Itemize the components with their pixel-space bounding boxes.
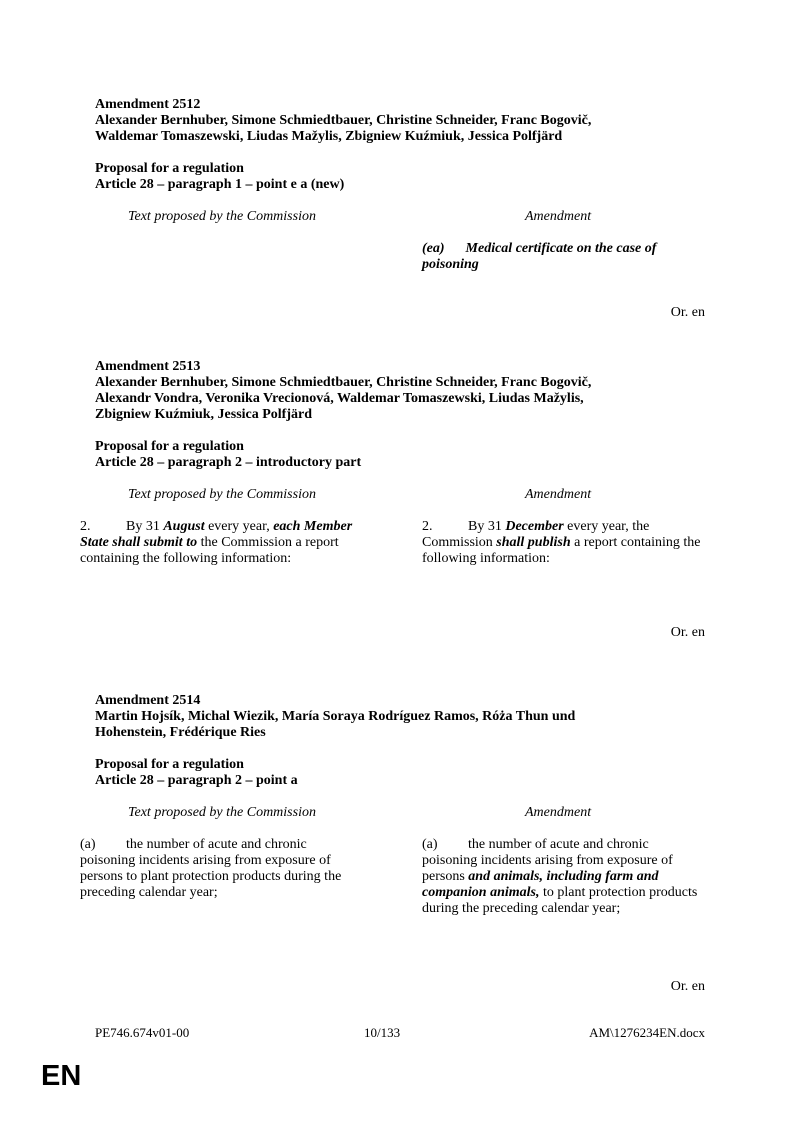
amendment-header [95, 359, 710, 423]
commission-text-heading: Text proposed by the Commission [128, 805, 316, 820]
text-run: the number of acute and chronic poisoning incidents arising from exposure of persons to plant protection products during the preceding calendar year; [80, 837, 342, 900]
amendment-2513 [80, 359, 710, 640]
article-reference: Article 28 – paragraph 2 – point a [95, 773, 298, 788]
amendment-2514 [80, 693, 710, 994]
amendment-text-heading: Amendment [525, 805, 592, 820]
amendment-authors: Alexander Bernhuber, Simone Schmiedtbauer, Christine Schneider, Franc Bogovič, [95, 113, 592, 128]
changed-text: shall publish [496, 535, 571, 550]
column-headings [95, 805, 710, 821]
commission-text [80, 837, 360, 901]
proposal-reference [95, 439, 710, 471]
amendment-authors: Alexander Bernhuber, Simone Schmiedtbauer, Christine Schneider, Franc Bogovič, [95, 375, 592, 390]
comparison-columns [95, 241, 710, 289]
amendment-number: Amendment 2514 [95, 693, 201, 708]
comparison-columns [80, 837, 710, 949]
text-run: the number of acute and chronic poisoning incidents arising from exposure of persons [422, 837, 673, 884]
original-language: Or. en [670, 625, 705, 640]
paragraph-number: (a) [80, 837, 96, 852]
proposal-reference [95, 757, 710, 789]
document-reference: PE746.674v01-00 [95, 1025, 190, 1040]
page-footer [95, 1025, 705, 1041]
amendment-authors: Martin Hojsík, Michal Wiezik, María Soraya Rodríguez Ramos, Róża Thun und [95, 709, 576, 724]
commission-text-heading: Text proposed by the Commission [128, 209, 316, 224]
amendment-authors: Waldemar Tomaszewski, Liudas Mažylis, Zbigniew Kuźmiuk, Jessica Polfjärd [95, 129, 563, 144]
text-run: By 31 [468, 519, 506, 534]
commission-text-heading: Text proposed by the Commission [128, 487, 316, 502]
proposal-reference [95, 161, 710, 193]
column-headings [95, 487, 710, 503]
amendment-header [95, 97, 710, 145]
comparison-columns [80, 519, 710, 583]
amendment-text [422, 837, 707, 917]
column-headings [95, 209, 710, 225]
paragraph-number: 2. [80, 519, 91, 534]
amendment-text: (ea) Medical certificate on the case of poisoning [422, 241, 657, 272]
paragraph-number: (a) [422, 837, 438, 852]
language-tag: EN [41, 1060, 82, 1092]
changed-text: December [505, 519, 564, 534]
amendment-header [95, 693, 710, 741]
text-run: the Commission a report containing the following information: [80, 535, 339, 566]
amendment-text [422, 519, 707, 567]
amendment-text-heading: Amendment [525, 209, 592, 224]
file-name: AM\1276234EN.docx [589, 1025, 705, 1040]
amendment-authors: Hohenstein, Frédérique Ries [95, 725, 266, 740]
amendment-authors: Zbigniew Kuźmiuk, Jessica Polfjärd [95, 407, 313, 422]
changed-text: August [163, 519, 205, 534]
amendment-text-heading: Amendment [525, 487, 592, 502]
proposal-title: Proposal for a regulation [95, 439, 244, 454]
text-run: By 31 [126, 519, 164, 534]
amendment-number: Amendment 2513 [95, 359, 201, 374]
article-reference: Article 28 – paragraph 2 – introductory part [95, 455, 362, 470]
proposal-title: Proposal for a regulation [95, 161, 244, 176]
paragraph-number: 2. [422, 519, 433, 534]
article-reference: Article 28 – paragraph 1 – point e a (new) [95, 177, 345, 192]
text-run: every year, [204, 519, 274, 534]
text-run: to plant protection products during the preceding calendar year; [422, 885, 698, 916]
changed-text: and animals, including farm and companion animals, [422, 869, 659, 900]
commission-text [80, 519, 360, 567]
amendment-authors: Alexandr Vondra, Veronika Vrecionová, Waldemar Tomaszewski, Liudas Mažylis, [95, 391, 584, 406]
text-run: every year, the Commission [422, 519, 650, 550]
original-language: Or. en [670, 979, 705, 994]
page-number: 10/133 [364, 1025, 401, 1040]
original-language: Or. en [670, 305, 705, 320]
proposal-title: Proposal for a regulation [95, 757, 244, 772]
amendment-2512 [95, 97, 710, 320]
changed-text: each Member State shall submit to [80, 519, 353, 550]
amendment-number: Amendment 2512 [95, 97, 201, 112]
text-run: a report containing the following information: [422, 535, 701, 566]
